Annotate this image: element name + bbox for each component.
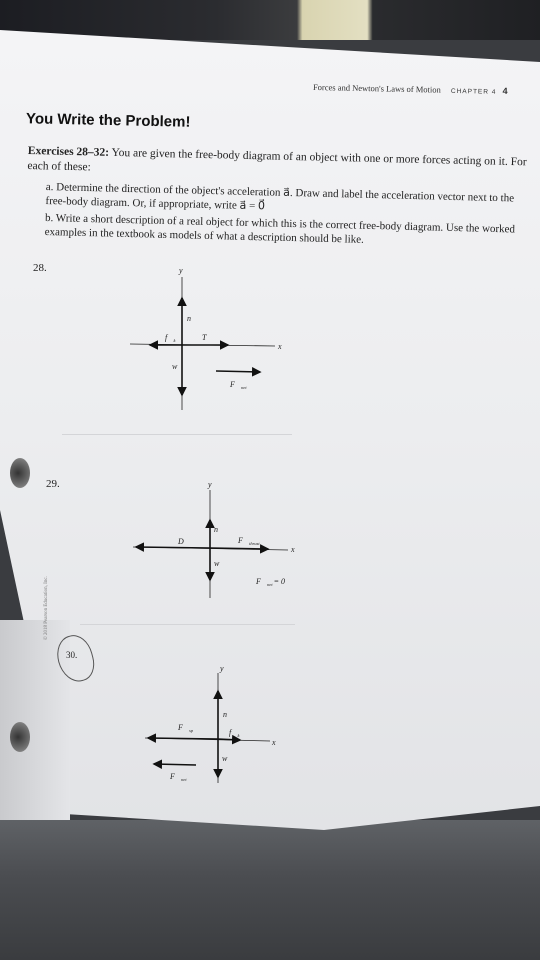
free-body-diagram-29 — [128, 480, 308, 610]
drag-vector — [136, 547, 210, 548]
exercise-range: Exercises 28–32: — [27, 144, 110, 159]
normal-force-label: n⃗ — [214, 525, 225, 534]
answer-area-line — [80, 624, 295, 625]
net-force-vector — [216, 371, 260, 372]
binder-hole — [10, 722, 30, 752]
net-force-label: $F⃗_{net}$ — [170, 772, 187, 782]
instruction-text: Write a short description of a real object for which this is the correct free-body diagram. Use the worked examples in the textbook as models of what a description should be like. — [44, 212, 516, 246]
instruction-text: Determine the direction of the object's acceleration a⃗. Draw and label the acceleration vector next to the free-body diagram. Or, if appropriate, write a⃗ = 0⃗ — [45, 181, 515, 213]
weight-label: w⃗ — [222, 754, 234, 763]
drag-label: D⃗ — [178, 537, 190, 546]
instruction-list — [44, 180, 525, 254]
spring-force-label: $F⃗_{sp}$ — [178, 723, 194, 733]
copyright-notice: © 2018 Pearson Education, Inc. — [44, 576, 49, 640]
section-title: You Write the Problem! — [25, 110, 191, 131]
y-axis-label: y — [179, 266, 183, 275]
x-axis-label: x — [272, 738, 276, 747]
normal-force-label: n⃗ — [223, 710, 234, 719]
free-body-diagram-28 — [120, 265, 300, 415]
friction-label: $f⃗_k$ — [165, 333, 176, 343]
thrust-label: $F⃗_{thrust}$ — [238, 536, 260, 546]
normal-force-label: n⃗ — [187, 314, 198, 323]
exercise-number-28: 28. — [33, 262, 47, 274]
exercise-number-30: 30. — [66, 650, 78, 660]
tension-label: T⃗ — [202, 333, 213, 342]
free-body-diagram-30 — [140, 665, 290, 795]
friction-vector — [218, 739, 240, 740]
friction-label: $f⃗_k$ — [229, 728, 240, 738]
y-axis-label: y — [208, 480, 212, 489]
net-force-statement: $F⃗_{net}=$ 0⃗ — [256, 577, 292, 587]
background-desk — [0, 820, 540, 960]
intro-text: You are given the free-body diagram of an object with one or more forces acting on it. For each of these: — [27, 146, 527, 174]
net-force-label: $F⃗_{net}$ — [230, 380, 247, 390]
running-title: Forces and Newton's Laws of Motion — [312, 81, 441, 95]
instruction-letter: a. — [45, 180, 54, 194]
exercise-number-29: 29. — [46, 478, 60, 490]
spring-force-vector — [148, 738, 218, 739]
background-top — [0, 0, 540, 40]
weight-label: w⃗ — [172, 362, 184, 371]
answer-area-line — [62, 434, 292, 435]
x-axis-label: x — [291, 545, 295, 554]
page-number: 4 — [502, 85, 508, 97]
binder-hole — [10, 458, 30, 488]
instruction-letter: b. — [44, 211, 54, 225]
x-axis-label: x — [278, 342, 282, 351]
thrust-vector — [210, 548, 268, 549]
weight-label: w⃗ — [214, 559, 226, 568]
net-force-vector — [154, 764, 196, 765]
y-axis-label: y — [220, 664, 224, 673]
chapter-label: CHAPTER 4 — [450, 87, 497, 96]
